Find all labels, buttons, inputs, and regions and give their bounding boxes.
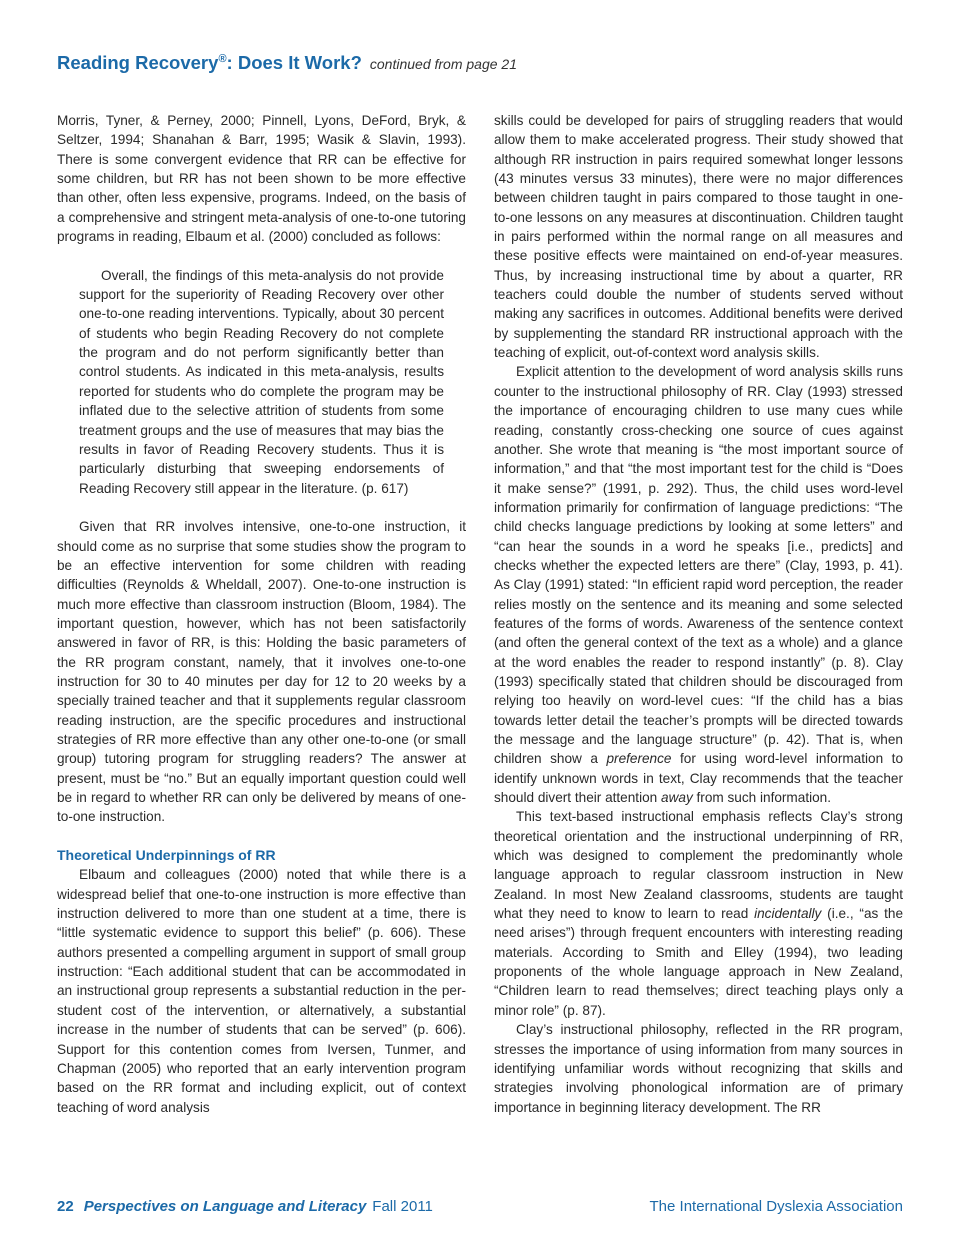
paragraph: Clay’s instructional philosophy, reflected in the RR program, stresses the importance of using information from many sources in identifying unfamiliar words without recognizing that skills and strategies involving phonological information are of primary importance in beginning literacy development. The RR [494,1022,903,1115]
page-header [57,52,917,74]
emphasis: incidentally [754,906,822,922]
paragraph: Explicit attention to the development of word analysis skills runs counter to the instructional philosophy of RR. Clay (1993) stressed the importance of encouraging children to use many cues while reading, constantly cross-checking one source of cues against another. She wrote that meaning is “the most important source of information,” and that “the most important test for the child is “Does it make sense?” (1991, p. 292). Thus, the child uses word-level information primarily for confirmation of language predictions: “The child checks language predictions by looking at some letters” and “can hear the sounds in a word he speaks [i.e., predicts] and checks whether the expected letters are there” (Clay, 1993, p. 41). As Clay (1991) stated: “In efficient rapid word perception, the reader relies mostly on the sentence and its meaning and some selected features of the forms of words. Awareness of the sentence context (and often the general context of the text as a whole) and a glance at the word enables the reader to respond instantly” (p. 8). Clay (1993) specifically stated that children should be discouraged from relying too heavily on word-level cues: “If the child has a bias towards letter detail the teacher’s prompts will be directed towards the message and the language structure” (p. 42). That is, when children show a preference for using word-level information to identify unknown words in text, Clay recommends that the teacher should divert their attention away from such information. [494,364,904,806]
quote-text: Overall, the findings of this meta-analysis do not provide support for the superiority of Reading Recovery over other one-to-one reading interventions. Typically, about 30 percent of students who begin Reading Recovery do not complete the program and do not perform significantly better than control students. As indicated in this meta-analysis, results reported for students who do complete the program may be inflated due to the selective attrition of students from some treatment groups and the use of measures that may bias the results in favor of Reading Recovery students. Thus it is particularly disturbing that sweeping endorsements of Reading Recovery still appear in the literature. (p. 617) [79,267,444,496]
footer-left [57,1198,433,1215]
paragraph: This text-based instructional emphasis reflects Clay’s strong theoretical orientation and the instructional underpinning of RR, which was designed to complement the predominantly whole language approach to regular classroom instruction in New Zealand. In most New Zealand classrooms, students are taught what they need to know to learn to read incidentally (i.e., “as the need arises”) through frequent encounters with interesting reading materials. According to Smith and Elley (1994), two leading proponents of the whole language approach in New Zealand, “Children learn to read themselves; direct teaching plays only a minor role” (p. 87). [494,809,904,1018]
paragraph: Morris, Tyner, & Perney, 2000; Pinnell, Lyons, DeFord, Bryk, & Seltzer, 1994; Shanahan & Barr, 1995; Wasik & Slavin, 1993). There is some convergent evidence that RR can be effective for some children, but RR has not been shown to be more effective than other, often less expensive, programs. Indeed, on the basis of a comprehensive and stringent meta-analysis of one-to-one tutoring programs in reading, Elbaum et al. (2000) concluded as follows: [57,113,466,245]
section-heading: Theoretical Underpinnings of RR [57,847,276,864]
paragraph: Given that RR involves intensive, one-to-one instruction, it should come as no surprise that some studies show the program to be an effective intervention for some children with reading difficulties (Reynolds & Wheldall, 2007). One-to-one instruction is much more effective than classroom instruction (Bloom, 1984). The important question, however, which has not been satisfactorily answered in favor of RR, is this: Holding the basic parameters of the RR program constant, namely, that it involves one-to-one instruction for 30 to 40 minutes per day for 12 to 20 weeks by a specially trained teacher and that it supplements regular classroom reading instruction, are the specific procedures and instructional strategies of RR more effective than any other one-to-one (or small group) tutoring program for struggling readers? The answer at present, must be “no.” But an equally important question could well be in regard to whether RR can only be delivered by means of one-to-one instruction. [57,519,466,825]
emphasis: preference [606,751,672,767]
organization-name: The International Dyslexia Association [649,1198,903,1215]
paragraph: skills could be developed for pairs of struggling readers that would allow them to make accelerated progress. Their study showed that although RR instruction in pairs required somewhat longer lessons (43 minutes versus 33 minutes), there were no major differences between children taught in pairs compared to those taught in one-to-one lessons on any measures at discontinuation. Children taught in pairs performed within the normal range on all measures and these positive effects were maintained on end-of-year measures. Thus, by increasing instructional time by about a quarter, RR teachers could double the number of students served without making any sacrifices in outcomes. Additional benefits were derived by supplementing the standard RR instructional approach with the teaching of explicit, out-of-context word analysis skills. [494,113,903,361]
registered-mark: ® [218,52,227,65]
page-number: 22 [57,1198,74,1215]
right-column [494,111,903,1117]
continued-note: continued from page 21 [369,56,517,72]
issue-date: Fall 2011 [372,1198,433,1215]
paragraph: Elbaum and colleagues (2000) noted that while there is a widespread belief that one-to-one instruction is more effective than instruction delivered to more than one student at a time, there is “little systematic evidence to support this belief” (p. 606). These authors presented a compelling argument in support of small group instruction: “Each additional student that can be accommodated in an instructional group represents a substantial reduction in the per-student cost of the intervention, or alternatively, a substantial increase in the number of students that can be served” (p. 606). Support for this contention comes from Iversen, Tunmer, and Chapman (2005) who reported that an early intervention program based on the RR format and including explicit, out of context teaching of word analysis [57,867,466,1115]
emphasis: away [661,790,693,806]
left-column [57,111,466,1117]
block-quote [79,266,444,498]
article-title: Reading Recovery®: Does It Work? [57,52,362,73]
journal-name: Perspectives on Language and Literacy [83,1198,367,1215]
